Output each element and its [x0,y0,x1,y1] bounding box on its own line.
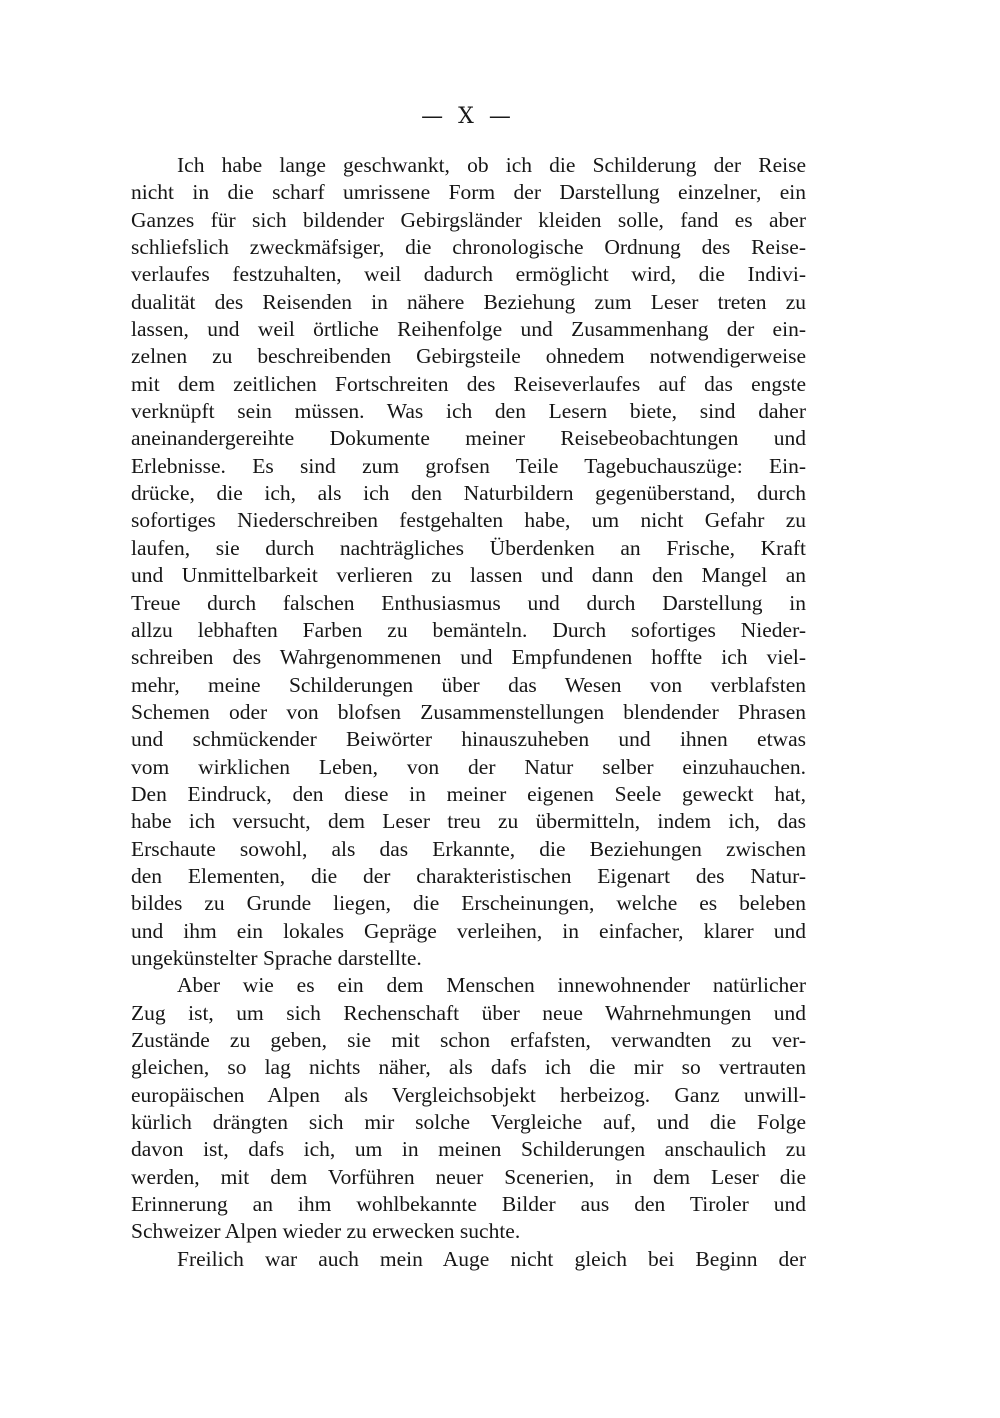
text-line: mehr, meine Schilderungen über das Wesen von verblafsten [131,672,806,697]
body-text [131,152,806,1273]
text-line: laufen, sie durch nachträgliches Überdenken an Frische, Kraft [131,535,806,560]
text-line: aneinandergereihte Dokumente meiner Reisebeobachtungen und [131,426,806,451]
text-line: Ganzes für sich bildender Gebirgsländer kleiden solle, fand es aber [131,207,806,232]
text-line: und ihm ein lokales Gepräge verleihen, in einfacher, klarer und [131,918,806,943]
text-line: allzu lebhaften Farben zu bemänteln. Durch sofortiges Nieder- [131,617,806,642]
text-line: Zug ist, um sich Rechenschaft über neue Wahrnehmungen und [131,1000,806,1025]
text-line: Zustände zu geben, sie mit schon erfafsten, verwandten zu ver- [131,1028,806,1052]
text-line: kürlich drängten sich mir solche Vergleiche auf, und die Folge [131,1110,806,1135]
text-line: verlaufes festzuhalten, weil dadurch ermöglicht wird, die Indivi- [131,262,806,287]
text-line: drücke, die ich, als ich den Naturbildern gegenüberstand, durch [131,481,806,506]
text-line: Erlebnisse. Es sind zum grofsen Teile Tagebuchauszüge: Ein- [131,453,806,478]
text-line: lassen, und weil örtliche Reihenfolge und Zusammenhang der ein- [131,317,806,342]
text-line: gleichen, so lag nichts näher, als dafs ich die mir so vertrauten [131,1055,806,1080]
text-line: schreiben des Wahrgenommenen und Empfundenen hoffte ich viel- [131,645,806,670]
text-line: Freilich war auch mein Auge nicht gleich bei Beginn der [177,1246,806,1271]
text-line: habe ich versucht, dem Leser treu zu übermitteln, indem ich, das [131,809,806,834]
text-line: sofortiges Niederschreiben festgehalten habe, um nicht Gefahr zu [131,508,806,533]
text-line: Erinnerung an ihm wohlbekannte Bilder aus den Tiroler und [131,1192,806,1217]
text-line: europäischen Alpen als Vergleichsobjekt herbeizog. Ganz unwill- [131,1082,806,1107]
text-line: Erschaute sowohl, als das Erkannte, die Beziehungen zwischen [131,836,806,861]
page-number: — X — [421,104,515,129]
text-line: davon ist, dafs ich, um in meinen Schilderungen anschaulich zu [131,1137,806,1162]
text-line: und Unmittelbarkeit verlieren zu lassen und dann den Mangel an [131,563,806,588]
text-line: nicht in die scharf umrissene Form der Darstellung einzelner, ein [131,180,806,205]
text-line: ungekünstelter Sprache darstellte. [131,945,422,970]
text-line: Treue durch falschen Enthusiasmus und durch Darstellung in [131,590,806,615]
text-line: zelnen zu beschreibenden Gebirgsteile ohnedem notwendigerweise [131,344,806,369]
text-line: Schweizer Alpen wieder zu erwecken suchte. [131,1219,521,1244]
text-line: verknüpft sein müssen. Was ich den Lesern biete, sind daher [131,399,806,424]
text-line: Den Eindruck, den diese in meiner eigenen Seele geweckt hat, [131,781,806,806]
text-line: vom wirklichen Leben, von der Natur selber einzuhauchen. [131,754,806,779]
text-line: Schemen oder von blofsen Zusammenstellungen blendender Phrasen [131,699,806,724]
text-line: schliefslich zweckmäfsiger, die chronologische Ordnung des Reise- [131,235,806,260]
text-line: und schmückender Beiwörter hinauszuheben und ihnen etwas [131,727,806,752]
text-line: dualität des Reisenden in nähere Beziehung zum Leser treten zu [131,289,806,314]
text-line: werden, mit dem Vorführen neuer Scenerien, in dem Leser die [131,1164,806,1189]
text-line: bildes zu Grunde liegen, die Erscheinungen, welche es beleben [131,891,806,916]
text-line: mit dem zeitlichen Fortschreiten des Reiseverlaufes auf das engste [131,371,806,396]
text-line: den Elementen, die der charakteristischen Eigenart des Natur- [131,863,806,888]
text-line: Aber wie es ein dem Menschen innewohnender natürlicher [177,973,806,998]
text-line: Ich habe lange geschwankt, ob ich die Schilderung der Reise [177,153,806,177]
